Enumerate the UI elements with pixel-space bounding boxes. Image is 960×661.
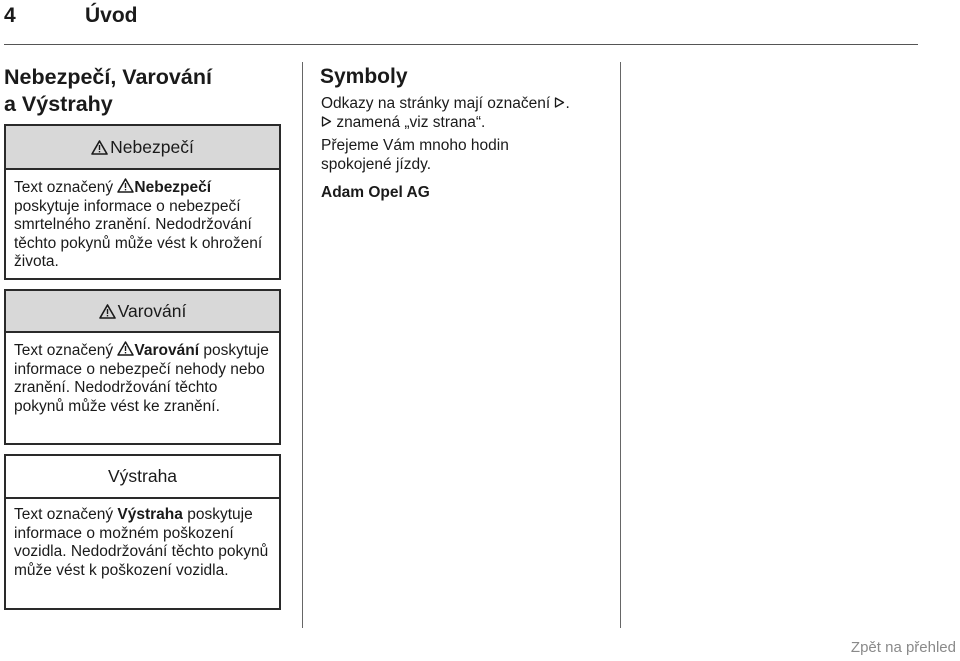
warning-intro: Text označený [14, 342, 114, 359]
warning-notice-heading: Varování [117, 300, 187, 321]
warning-triangle-icon [117, 341, 134, 356]
caution-notice [4, 454, 281, 610]
caution-notice-body [6, 499, 279, 580]
symbols-line2 [321, 114, 581, 133]
danger-notice-heading: Nebezpečí [110, 136, 194, 157]
danger-intro: Text označený [14, 179, 114, 196]
danger-term: Nebezpečí [134, 179, 212, 196]
section-title-line1: Nebezpečí, Varování [4, 65, 212, 89]
warning-notice [4, 289, 281, 445]
section-title-line2: a Výstrahy [4, 92, 113, 116]
header-divider [4, 44, 918, 45]
symbols-text [321, 95, 581, 174]
caution-term: Výstraha [117, 506, 183, 523]
caution-notice-heading: Výstraha [107, 466, 178, 486]
danger-description: poskytuje informace o nebezpečí smrtelného zranění. Nedodržování těchto pokynů může vést k ohrožení života. [14, 197, 263, 270]
warning-term: Varování [134, 342, 200, 359]
warning-triangle-icon [117, 178, 134, 193]
column-divider-left [302, 62, 303, 628]
warning-triangle-icon [91, 140, 108, 155]
column-divider-right [620, 62, 621, 628]
chapter-title: Úvod [85, 4, 138, 27]
back-to-overview-link[interactable]: Zpět na přehled [850, 639, 956, 656]
page-reference-arrow-icon [321, 116, 332, 127]
caution-notice-header [6, 456, 279, 499]
symbols-title: Symboly [320, 65, 408, 88]
company-name: Adam Opel AG [321, 184, 430, 201]
symbols-line1 [321, 95, 581, 114]
warning-notice-header [6, 291, 279, 333]
symbols-line1-text: Odkazy na stránky mají označení [321, 95, 551, 112]
symbols-line1-end: . [565, 95, 570, 112]
danger-notice-body [6, 170, 279, 272]
danger-notice [4, 124, 281, 280]
page-reference-arrow-icon [554, 97, 565, 108]
danger-notice-header [6, 126, 279, 170]
caution-description: poskytuje informace o možném poškození vozidla. Nedodržování těchto pokynů může vést k poškození vozidla. [14, 506, 269, 579]
warning-description: poskytuje informace o nebezpečí nehody nebo zranění. Nedodržování těchto pokynů může vést ke zranění. [14, 342, 269, 415]
symbols-greeting: Přejeme Vám mnoho hodin spokojené jízdy. [321, 137, 509, 173]
page-number: 4 [4, 4, 16, 27]
section-title [4, 64, 284, 118]
caution-intro: Text označený [14, 506, 114, 523]
warning-notice-body [6, 333, 279, 416]
warning-triangle-icon [99, 304, 116, 319]
symbols-line2-text: znamená „viz strana“. [336, 113, 486, 131]
